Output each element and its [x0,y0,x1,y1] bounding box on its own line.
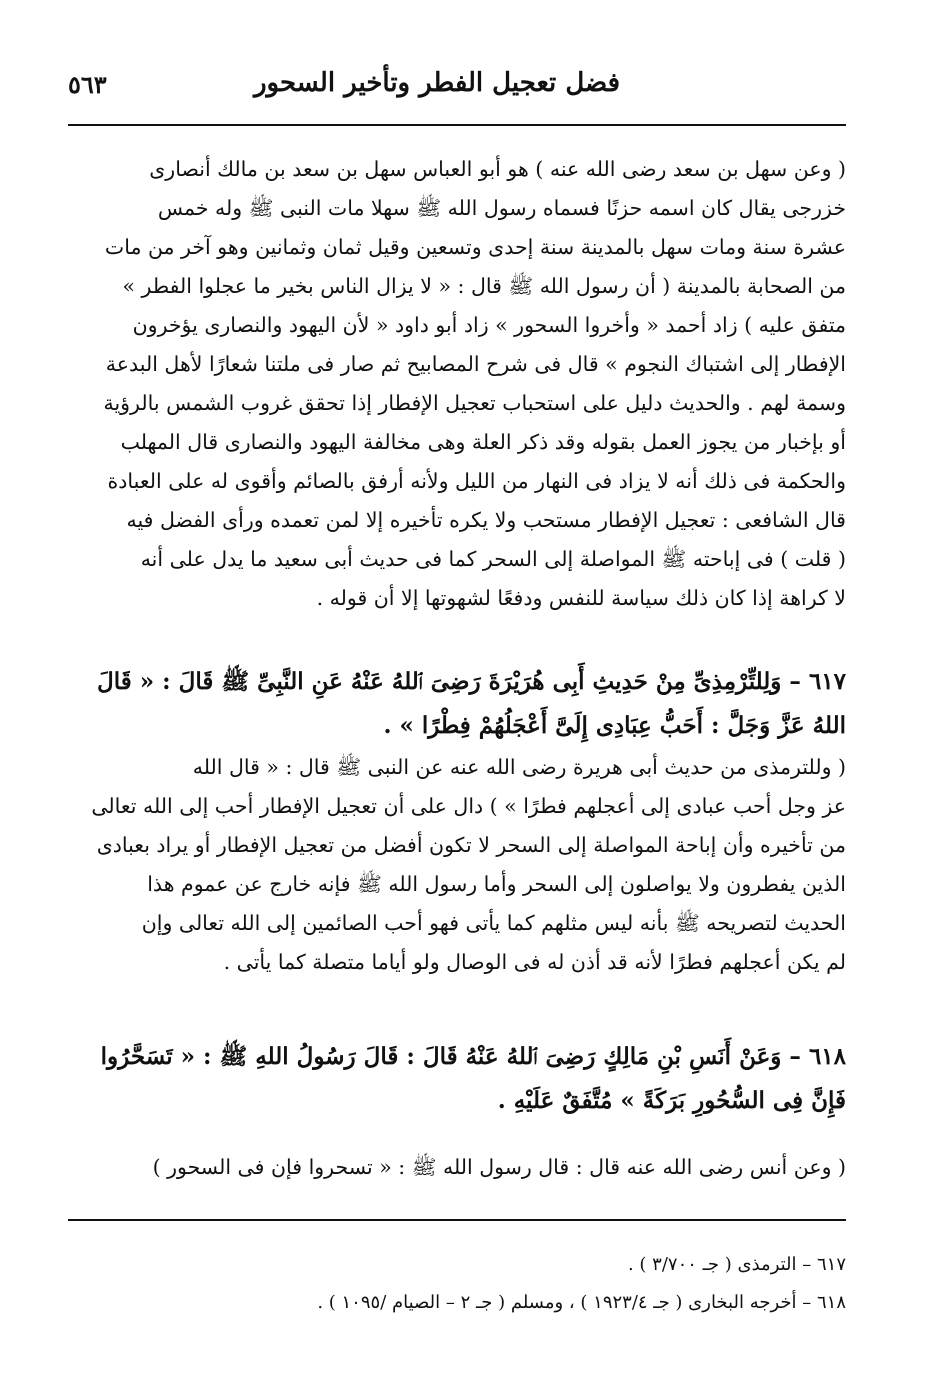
text-line: من الصحابة بالمدينة ( أن رسول الله ﷺ قال : « لا يزال الناس بخير ما عجلوا الفطر » [122,274,846,298]
hadith-line: ٦١٨ – وَعَنْ أَنَسِ بْنِ مَالِكٍ رَضِىَ ٱللهُ عَنْهُ قَالَ : قَالَ رَسُولُ اللهِ ﷺ : « تَسَحَّرُوا [100,1043,846,1070]
text-line: عز وجل أحب عبادى إلى أعجلهم فطرًا » ) دال على أن تعجيل الإفطار أحب إلى الله تعالى [91,794,846,818]
hadith-618 [68,1035,846,1123]
hadith-line: ٦١٧ – وَلِلتِّرْمِذِىِّ مِنْ حَدِيثِ أَبِى هُرَيْرَةَ رَضِىَ ٱللهُ عَنْهُ عَنِ النَّبِىِّ ﷺ قَالَ : « قَالَ [97,668,846,695]
chapter-title: فضل تعجيل الفطر وتأخير السحور [253,68,620,98]
text-line: ( وعن سهل بن سعد رضى الله عنه ) هو أبو العباس سهل بن سعد بن مالك أنصارى [149,157,846,181]
text-line: متفق عليه ) زاد أحمد « وأخروا السحور » زاد أبو داود « لأن اليهود والنصارى يؤخرون [132,313,846,337]
header-rule [68,124,846,126]
commentary-paragraph-2 [68,748,846,982]
commentary-paragraph-3 [68,1148,846,1187]
footnote-rule [68,1219,846,1221]
text-line: قال الشافعى : تعجيل الإفطار مستحب ولا يكره تأخيره إلا لمن تعمده ورأى الفضل فيه [126,508,846,532]
hadith-line: اللهُ عَزَّ وَجَلَّ : أَحَبُّ عِبَادِى إِلَىَّ أَعْجَلُهُمْ فِطْرًا » . [383,712,846,739]
footnotes [68,1246,846,1322]
footnote-618: ٦١٨ – أخرجه البخارى ( جـ ١٩٢٣/٤ ) ، ومسلم ( جـ ٢ – الصيام /١٠٩٥ ) . [317,1292,846,1313]
text-line: لم يكن أعجلهم فطرًا لأنه قد أذن له فى الوصال ولو أياما متصلة كما يأتى . [223,950,846,974]
text-line: الإفطار إلى اشتباك النجوم » قال فى شرح المصابيح ثم صار فى ملتنا شعارًا لأهل البدعة [105,352,846,376]
text-line: ( قلت ) فى إباحته ﷺ المواصلة إلى السحر كما فى حديث أبى سعيد ما يدل على أنه [140,547,846,571]
text-line: ( وعن أنس رضى الله عنه قال : قال رسول الله ﷺ : « تسحروا فإن فى السحور ) [152,1155,846,1179]
text-line: خزرجى يقال كان اسمه حزنًا فسماه رسول الله ﷺ سهلا مات النبى ﷺ وله خمس [157,196,846,220]
text-line: وسمة لهم . والحديث دليل على استحباب تعجيل الإفطار إذا تحقق غروب الشمس بالرؤية [103,391,846,415]
footnote-617: ٦١٧ – الترمذى ( جـ ٣/٧٠٠ ) . [627,1254,846,1275]
text-line: من تأخيره وأن إباحة المواصلة إلى السحر لا تكون أفضل من تعجيل الإفطار أو يراد بعبادى [96,833,846,857]
page-header [68,62,840,110]
text-line: الذين يفطرون ولا يواصلون إلى السحر وأما رسول الله ﷺ فإنه خارج عن عموم هذا [147,872,846,896]
text-line: لا كراهة إذا كان ذلك سياسة للنفس ودفعًا لشهوتها إلا أن قوله . [316,586,846,610]
text-line: عشرة سنة ومات سهل بالمدينة سنة إحدى وتسعين وقيل ثمان وثمانين وهو آخر من مات [104,235,846,259]
page-number: ٥٦٣ [68,70,107,99]
text-line: والحكمة فى ذلك أنه لا يزاد فى النهار من الليل ولأنه أرفق بالصائم وأقوى له على العبادة [107,469,846,493]
hadith-line: فَإِنَّ فِى السُّحُورِ بَرَكَةً » مُتَّفَقٌ عَلَيْهِ . [497,1087,846,1114]
text-line: ( وللترمذى من حديث أبى هريرة رضى الله عنه عن النبى ﷺ قال : « قال الله [192,755,846,779]
commentary-paragraph-1 [68,150,846,618]
text-line: أو بإخبار من يجوز العمل بقوله وقد ذكر العلة وهى مخالفة اليهود والنصارى قال المهلب [120,430,846,454]
text-line: الحديث لتصريحه ﷺ بأنه ليس مثلهم كما يأتى فهو أحب الصائمين إلى الله تعالى وإن [141,911,846,935]
hadith-617 [68,660,846,748]
